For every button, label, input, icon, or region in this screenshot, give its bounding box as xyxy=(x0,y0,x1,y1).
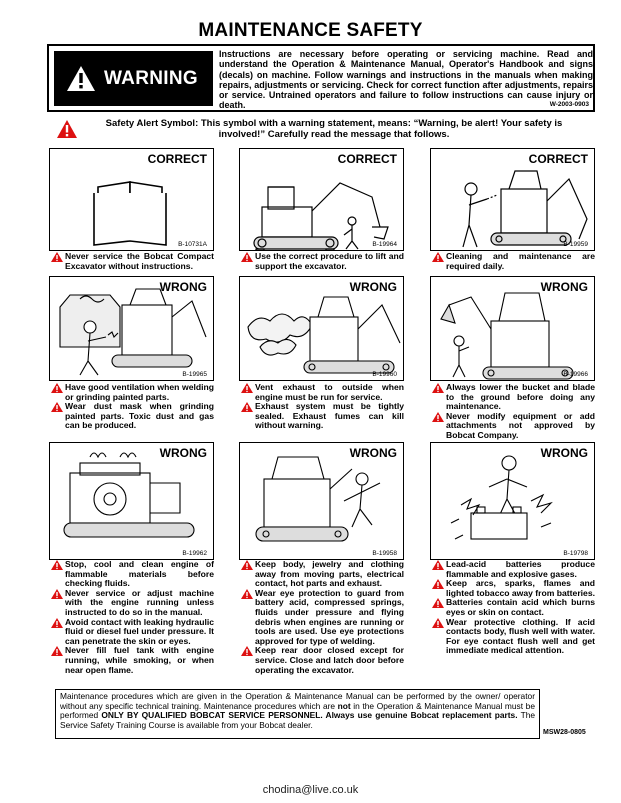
panel-verdict: WRONG xyxy=(349,280,397,294)
panel-verdict: WRONG xyxy=(540,446,588,460)
panel-code: B-19798 xyxy=(563,550,588,557)
panel-captions xyxy=(428,383,595,441)
caption-item xyxy=(47,646,214,675)
caption-text: Stop, cool and clean engine of flammable materials before checking fluids. xyxy=(65,559,214,589)
caption-text: Lead-acid batteries produce flammable and explosive gases. xyxy=(446,559,595,579)
safety-panel xyxy=(430,276,595,381)
caption-item xyxy=(237,589,404,647)
safety-alert-icon xyxy=(56,119,78,139)
caption-item xyxy=(428,252,595,271)
warning-code: W-2003-0903 xyxy=(549,101,589,108)
caption-text: Vent exhaust to outside when engine must be run for service. xyxy=(255,382,404,402)
panel-code: B-19965 xyxy=(182,371,207,378)
panel-verdict: WRONG xyxy=(159,280,207,294)
panel-captions xyxy=(428,560,595,656)
caption-text: Cleaning and maintenance are required daily. xyxy=(446,251,595,271)
safety-panel xyxy=(49,442,214,560)
hot-engine-icon xyxy=(50,443,214,560)
caption-item xyxy=(428,598,595,617)
safety-panel xyxy=(239,442,404,560)
alert-triangle-icon xyxy=(51,560,63,570)
safety-panel xyxy=(49,276,214,381)
warning-triangle-icon xyxy=(66,65,96,92)
caption-item xyxy=(237,383,404,402)
alert-triangle-icon xyxy=(51,618,63,628)
safety-alert-row xyxy=(52,118,600,140)
caption-text: Exhaust system must be tightly sealed. Exhaust fumes can kill without warning. xyxy=(255,401,404,431)
caption-item xyxy=(237,646,404,675)
caption-item xyxy=(47,252,214,271)
panel-verdict: CORRECT xyxy=(528,152,588,166)
safety-alert-text: Safety Alert Symbol: This symbol with a warning statement, means: “Warning, be alert! Your safety is involved!” Carefully read the message that follows. xyxy=(105,118,563,140)
caption-item xyxy=(237,402,404,431)
footer-text-3: The Service Safety Training Course is available from your Bobcat dealer. xyxy=(60,710,536,730)
panel-verdict: WRONG xyxy=(349,446,397,460)
alert-triangle-icon xyxy=(51,252,63,262)
panel-verdict: WRONG xyxy=(159,446,207,460)
alert-triangle-icon xyxy=(241,252,253,262)
panel-captions xyxy=(428,252,595,271)
caption-item xyxy=(428,618,595,656)
safety-panel xyxy=(430,442,595,560)
panel-captions xyxy=(237,383,404,431)
panel-code: B-19966 xyxy=(563,371,588,378)
caption-item xyxy=(428,579,595,598)
safety-panel xyxy=(49,148,214,251)
panel-code: B-19959 xyxy=(563,241,588,248)
alert-triangle-icon xyxy=(432,598,444,608)
caption-item xyxy=(428,560,595,579)
alert-triangle-icon xyxy=(241,589,253,599)
alert-triangle-icon xyxy=(432,383,444,393)
battery-explosion-icon xyxy=(431,443,595,560)
caption-text: Wear eye protection to guard from battery acid, compressed springs, fluids under pressure and flying debris when engines are running or tools are used. Use eye protections approved for type of welding. xyxy=(255,587,404,646)
alert-triangle-icon xyxy=(51,383,63,393)
caption-text: Never fill fuel tank with engine running, while smoking, or when near open flame. xyxy=(65,645,214,675)
alert-triangle-icon xyxy=(432,412,444,422)
caption-text: Never service or adjust machine with the engine running unless instructed to do so in the manual. xyxy=(65,587,214,617)
caption-item xyxy=(47,383,214,402)
caption-text: Keep rear door closed except for service. Close and latch door before operating the excavator. xyxy=(255,645,404,675)
footer-text-bold: ONLY BY QUALIFIED BOBCAT SERVICE PERSONNEL. Always use genuine Bobcat replacement parts. xyxy=(101,710,518,721)
warning-box xyxy=(47,44,595,112)
caption-text: Have good ventilation when welding or grinding painted parts. xyxy=(65,382,214,402)
caption-text: Wear dust mask when grinding painted parts. Toxic dust and gas can be produced. xyxy=(65,401,214,431)
caption-item xyxy=(237,560,404,589)
caption-item xyxy=(47,560,214,589)
panel-verdict: WRONG xyxy=(540,280,588,294)
caption-text: Never modify equipment or add attachments not approved by Bobcat Company. xyxy=(446,410,595,440)
footer-text-not: not xyxy=(337,700,351,711)
panel-captions xyxy=(47,383,214,431)
panel-code: B-10731A xyxy=(178,241,207,248)
caption-item xyxy=(47,402,214,431)
alert-triangle-icon xyxy=(51,402,63,412)
panel-captions xyxy=(237,252,404,271)
alert-triangle-icon xyxy=(432,560,444,570)
warning-label: WARNING xyxy=(104,67,198,89)
caption-item xyxy=(47,618,214,647)
panel-captions xyxy=(47,560,214,675)
footer-text-1: Maintenance procedures which are given in the Operation & Maintenance Manual can be performed by the owner/ operator without any specific technical training. Maintenance procedures which are xyxy=(60,691,535,711)
warning-text: Instructions are necessary before operating or servicing machine. Read and understand the Operation & Maintenance Manual, Operator's Handbook and signs (decals) on machine. Follow warnings and instructions in the manuals when making repairs, adjustments or servicing. Check for correct function after adjustments, repairs or service. Untrained operators and failure to follow instructions can cause injury or death. xyxy=(219,49,593,111)
email-watermark: chodina@live.co.uk xyxy=(262,784,359,796)
warning-badge xyxy=(54,51,213,106)
caption-text: Keep body, jewelry and clothing away from moving parts, electrical contact, hot parts and exhaust. xyxy=(255,559,404,589)
panel-code: B-19964 xyxy=(372,241,397,248)
caption-item xyxy=(428,383,595,412)
alert-triangle-icon xyxy=(432,579,444,589)
alert-triangle-icon xyxy=(51,646,63,656)
panel-verdict: CORRECT xyxy=(337,152,397,166)
alert-triangle-icon xyxy=(432,618,444,628)
footer-code: MSW28-0805 xyxy=(543,729,586,736)
safety-panel xyxy=(239,148,404,251)
caption-text: Always lower the bucket and blade to the ground before doing any maintenance. xyxy=(446,382,595,412)
panel-code: B-19958 xyxy=(372,550,397,557)
alert-triangle-icon xyxy=(241,402,253,412)
alert-triangle-icon xyxy=(432,252,444,262)
panel-captions xyxy=(47,252,214,271)
caption-item xyxy=(428,412,595,441)
caption-item xyxy=(237,252,404,271)
caption-text: Keep arcs, sparks, flames and lighted tobacco away from batteries. xyxy=(446,578,595,598)
footer-notice xyxy=(55,689,540,739)
moving-parts-icon xyxy=(240,443,404,560)
caption-text: Never service the Bobcat Compact Excavator without instructions. xyxy=(65,251,214,271)
footer-text-2: in the Operation & Maintenance Manual must be performed xyxy=(60,700,535,721)
caption-item xyxy=(47,589,214,618)
alert-triangle-icon xyxy=(241,646,253,656)
page-title: MAINTENANCE SAFETY xyxy=(198,20,423,41)
panel-verdict: CORRECT xyxy=(147,152,207,166)
caption-text: Avoid contact with leaking hydraulic fluid or diesel fuel under pressure. It can penetrate the skin or eyes. xyxy=(65,616,214,646)
safety-panel xyxy=(430,148,595,251)
alert-triangle-icon xyxy=(241,560,253,570)
panel-code: B-19962 xyxy=(182,550,207,557)
panel-code: B-19960 xyxy=(372,371,397,378)
caption-text: Wear protective clothing. If acid contacts body, flush well with water. For eye contact flush well and get immediate medical attention. xyxy=(446,616,595,656)
panel-captions xyxy=(237,560,404,675)
caption-text: Batteries contain acid which burns eyes or skin on contact. xyxy=(446,597,595,617)
alert-triangle-icon xyxy=(241,383,253,393)
caption-text: Use the correct procedure to lift and support the excavator. xyxy=(255,251,404,271)
safety-panel xyxy=(239,276,404,381)
alert-triangle-icon xyxy=(51,589,63,599)
